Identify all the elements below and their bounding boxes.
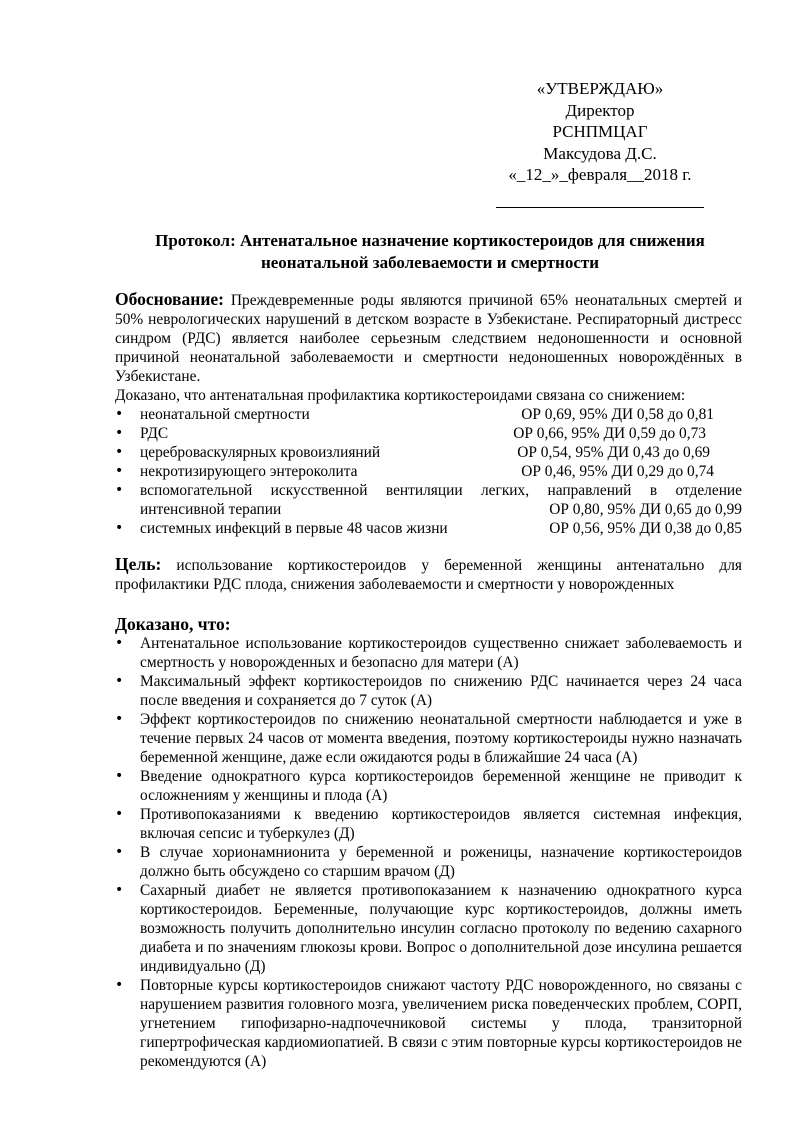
effect-value: ОР 0,80, 95% ДИ 0,65 до 0,99 [549, 501, 742, 518]
list-item [115, 519, 742, 538]
proven-list [115, 634, 742, 1071]
approval-organization: РСНПМЦАГ [552, 122, 648, 141]
effect-label: • цереброваскулярных кровоизлияний [140, 444, 381, 461]
effect-label: • РДС [140, 425, 169, 442]
proven-intro: Доказано, что антенатальная профилактика кортикостероидами связана со снижением: [115, 387, 686, 404]
approval-date: «_12_»_февраля__2018 г. [508, 165, 692, 184]
list-item: • Противопоказаниями к введению кортикостероидов является системная инфекция, включая сепсис и туберкулез (Д) [115, 805, 742, 843]
effect-value: ОР 0,66, 95% ДИ 0,59 до 0,73 [513, 425, 706, 442]
list-item: • В случае хорионамнионита у беременной и роженицы, назначение кортикостероидов должно быть обсуждено со старшим врачом (Д) [115, 843, 742, 881]
approval-name: Максудова Д.С. [543, 143, 657, 163]
approval-position: Директор [565, 100, 635, 120]
title-line-1: Протокол: Антенатальное назначение кортикостероидов для снижения [155, 231, 705, 250]
effect-value: ОР 0,69, 95% ДИ 0,58 до 0,81 [521, 406, 714, 423]
rationale-section [115, 290, 742, 538]
goal-section [115, 555, 742, 594]
effect-value: ОР 0,56, 95% ДИ 0,38 до 0,85 [549, 520, 742, 537]
goal-heading: Цель: [115, 554, 162, 574]
effect-label-continuation: интенсивной терапии [140, 501, 282, 518]
list-item: • Введение однократного курса кортикостероидов беременной женщине не приводит к осложнениям у женщины и плода (А) [115, 767, 742, 805]
list-item [115, 481, 742, 519]
title-line-2: неонатальной заболеваемости и смертности [260, 253, 600, 272]
effect-label: • вспомогательной искусственной вентиляции легких, направлений в отделение [140, 482, 742, 499]
list-item [115, 462, 742, 481]
list-item [115, 405, 742, 424]
effect-value: ОР 0,54, 95% ДИ 0,43 до 0,69 [517, 444, 710, 461]
rationale-heading: Обоснование: [115, 289, 225, 309]
page-title [110, 230, 750, 274]
list-item: • Максимальный эффект кортикостероидов по снижению РДС начинается через 24 часа после введения и сохраняется до 7 суток (А) [115, 672, 742, 710]
list-item: • Антенатальное использование кортикостероидов существенно снижает заболеваемость и смертность у новорожденных и безопасно для матери (А) [115, 634, 742, 672]
effect-label: • неонатальной смертности [140, 406, 310, 423]
effect-label: • некротизирующего энтероколита [140, 463, 358, 480]
list-item: • Эффект кортикостероидов по снижению неонатальной смертности наблюдается и уже в течение первых 24 часов от момента введения, поэтому кортикостероиды нужно назначать беременной женщине, даже если ожидаются роды в ближайшие 24 часа (А) [115, 710, 742, 767]
effect-label: • системных инфекций в первые 48 часов жизни [140, 520, 448, 537]
approval-block [490, 78, 710, 208]
rationale-text: Преждевременные роды являются причиной 65% неонатальных смертей и 50% неврологических нарушений в детском возрасте в Узбекистане. Респираторный дистресс синдром (РДС) является наиболее серьезным следствием недоношенности и основной причиной неонатальной заболеваемости и смертности недоношенных новорождённых в Узбекистане. [115, 292, 742, 385]
approval-stamp: «УТВЕРЖДАЮ» [536, 79, 664, 98]
proven-section [115, 615, 742, 1071]
rationale-paragraph [115, 290, 742, 386]
effect-list [115, 405, 742, 538]
proven-heading: Доказано, что: [115, 614, 231, 634]
list-item [115, 443, 742, 462]
list-item: • Сахарный диабет не является противопоказанием к назначению однократного курса кортикостероидов. Беременные, получающие курс кортикостероидов, должны иметь возможность получить дополнительно инсулин согласно протоколу по ведению сахарного диабета и по значениям глюкозы крови. Вопрос о дополнительной дозе инсулина решается индивидуально (Д) [115, 881, 742, 976]
list-item: • Повторные курсы кортикостероидов снижают частоту РДС новорожденного, но связаны с нарушением развития головного мозга, увеличением риска поведенческих проблем, СОРП, угнетением гипофизарно-надпочечниковой системы у плода, транзиторной гипертрофическая кардиомиопатией. В связи с этим повторные курсы кортикостероидов не рекомендуются (А) [115, 976, 742, 1071]
signature-line [496, 186, 704, 208]
effect-value: ОР 0,46, 95% ДИ 0,29 до 0,74 [521, 463, 714, 480]
list-item [115, 424, 742, 443]
goal-text: использование кортикостероидов у беременной женщины антенатально для профилактики РДС плода, снижения заболеваемости и смертности у новорожденных [115, 557, 742, 593]
